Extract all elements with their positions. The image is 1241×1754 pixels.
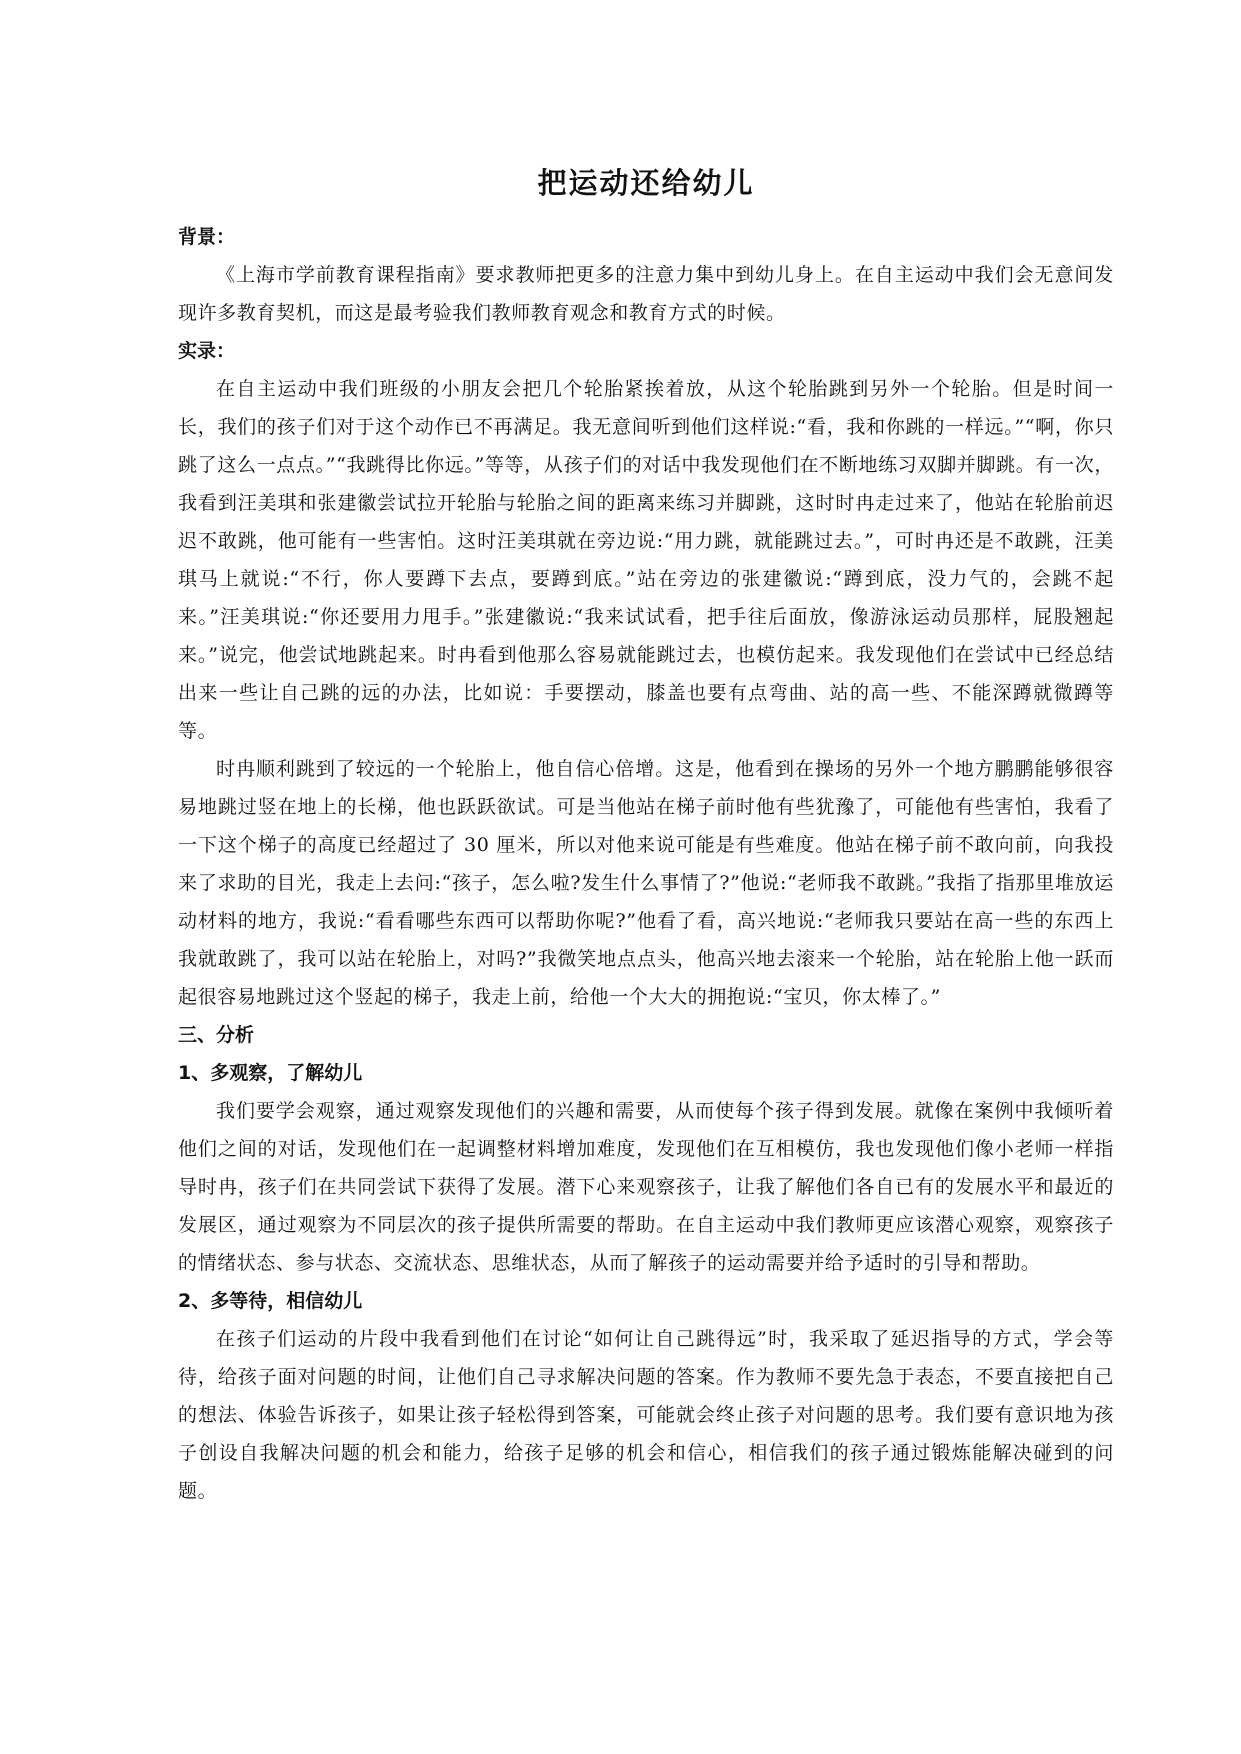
paragraph: 《上海市学前教育课程指南》要求教师把更多的注意力集中到幼儿身上。在自主运动中我们会无意间发现许多教育契机，而这是最考验我们教师教育观念和教育方式的时候。: [178, 264, 1114, 324]
section-heading-analysis: 三、分析: [178, 1024, 255, 1046]
paragraph: 在孩子们运动的片段中我看到他们在讨论“如何让自己跳得远”时，我采取了延迟指导的方式，学会等待，给孩子面对问题的时间，让他们自己寻求解决问题的答案。作为教师不要先急于表态，不要直接把自己的想法、体验告诉孩子，如果让孩子轻松得到答案，可能就会终止孩子对问题的思考。我们要有意识地为孩子创设自我解决问题的机会和能力，给孩子足够的机会和信心，相信我们的孩子通过锻炼能解决碰到的问题。: [178, 1328, 1114, 1502]
section-heading-background: 背景：: [178, 226, 236, 248]
section-observe: [178, 1054, 1114, 1282]
section-background: [178, 218, 1114, 332]
paragraph: 时冉顺利跳到了较远的一个轮胎上，他自信心倍增。这是，他看到在操场的另外一个地方鹏鹏能够很容易地跳过竖在地上的长梯，他也跃跃欲试。可是当他站在梯子前时他有些犹豫了，可能他有些害怕，我看了一下这个梯子的高度已经超过了 30 厘米，所以对他来说可能是有些难度。他站在梯子前不敢向前，向我投来了求助的目光，我走上去问:“孩子，怎么啦?发生什么事情了?”他说:“老师我不敢跳。”我指了指那里堆放运动材料的地方，我说:“看看哪些东西可以帮助你呢?”他看了看，高兴地说:“老师我只要站在高一些的东西上我就敢跳了，我可以站在轮胎上，对吗?”我微笑地点点头，他高兴地去滚来一个轮胎，站在轮胎上他一跃而起很容易地跳过这个竖起的梯子，我走上前，给他一个大大的拥抱说:“宝贝，你太棒了。”: [178, 758, 1114, 1008]
section-record: [178, 332, 1114, 1016]
section-wait: [178, 1282, 1114, 1510]
document-title: 把运动还给幼儿: [537, 166, 755, 200]
section-heading-observe: 1、多观察，了解幼儿: [178, 1062, 363, 1084]
paragraph: 我们要学会观察，通过观察发现他们的兴趣和需要，从而使每个孩子得到发展。就像在案例中我倾听着他们之间的对话，发现他们在一起调整材料增加难度，发现他们在互相模仿，我也发现他们像小老师一样指导时冉，孩子们在共同尝试下获得了发展。潜下心来观察孩子，让我了解他们各自已有的发展水平和最近的发展区，通过观察为不同层次的孩子提供所需要的帮助。在自主运动中我们教师更应该潜心观察，观察孩子的情绪状态、参与状态、交流状态、思维状态，从而了解孩子的运动需要并给予适时的引导和帮助。: [178, 1100, 1114, 1274]
section-heading-wait: 2、多等待，相信幼儿: [178, 1290, 363, 1312]
section-heading-record: 实录：: [178, 340, 236, 362]
paragraph: 在自主运动中我们班级的小朋友会把几个轮胎紧挨着放，从这个轮胎跳到另外一个轮胎。但是时间一长，我们的孩子们对于这个动作已不再满足。我无意间听到他们这样说:“看，我和你跳的一样远。”“啊，你只跳了这么一点点。”“我跳得比你远。”等等，从孩子们的对话中我发现他们在不断地练习双脚并脚跳。有一次，我看到汪美琪和张建徽尝试拉开轮胎与轮胎之间的距离来练习并脚跳，这时时冉走过来了，他站在轮胎前迟迟不敢跳，他可能有一些害怕。这时汪美琪就在旁边说:“用力跳，就能跳过去。”，可时冉还是不敢跳，汪美琪马上就说:“不行，你人要蹲下去点，要蹲到底。”站在旁边的张建徽说:“蹲到底，没力气的，会跳不起来。”汪美琪说:“你还要用力甩手。”张建徽说:“我来试试看，把手往后面放，像游泳运动员那样，屁股翘起来。”说完，他尝试地跳起来。时冉看到他那么容易就能跳过去，也模仿起来。我发现他们在尝试中已经总结出来一些让自己跳的远的办法，比如说：手要摆动，膝盖也要有点弯曲、站的高一些、不能深蹲就微蹲等等。: [178, 378, 1114, 742]
section-analysis: [178, 1016, 1114, 1054]
document-page: [178, 158, 1114, 1510]
